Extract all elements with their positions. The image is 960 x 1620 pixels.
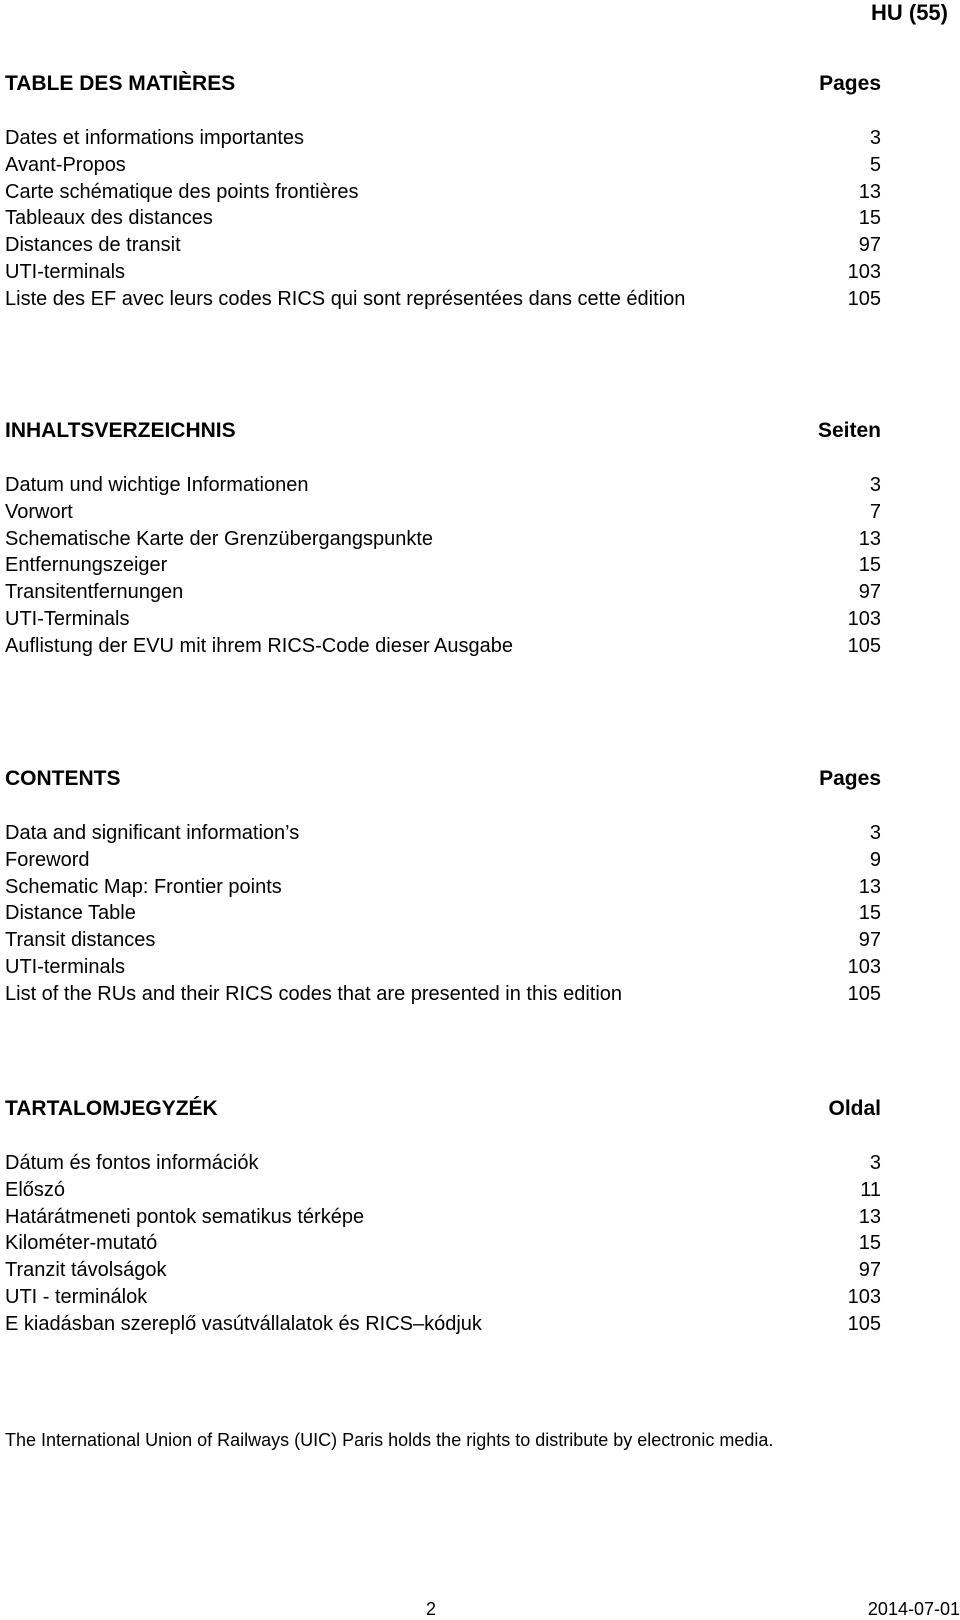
toc-section-english [5,766,881,1008]
entry-page: 15 [858,902,881,925]
toc-entry [5,552,881,579]
rights-notice: The International Union of Railways (UIC) Paris holds the rights to distribute by electronic media. [5,1430,774,1450]
toc-title: TABLE DES MATIÈRES [5,72,236,95]
entry-page: 97 [858,929,881,952]
toc-entry [5,259,881,286]
entry-title: Distances de transit [5,234,181,257]
entry-page: 11 [860,1178,881,1201]
toc-entry [5,286,881,313]
entry-title: UTI - terminálok [5,1285,148,1308]
entry-page: 97 [858,1259,881,1282]
entry-title: Kilométer-mutató [5,1232,158,1255]
entry-title: Előszó [5,1178,66,1201]
entry-page: 13 [858,527,881,550]
entry-title: List of the RUs and their RICS codes that are presented in this edition [5,982,623,1005]
toc-entries [5,472,881,660]
toc-title: INHALTSVERZEICHNIS [5,419,236,442]
toc-section-hungarian [5,1096,881,1338]
toc-title: TARTALOMJEGYZÉK [5,1097,218,1120]
entry-title: Data and significant information’s [5,822,300,844]
toc-entry [5,1311,881,1338]
toc-header [5,766,881,792]
entry-page: 105 [847,634,881,657]
toc-header [5,71,881,97]
entry-page: 97 [858,581,881,604]
entry-title: Tranzit távolságok [5,1259,167,1282]
footer-page-number: 2 [426,1599,437,1619]
entry-title: Datum und wichtige Informationen [5,474,309,496]
toc-entry [5,633,881,660]
page-code: HU (55) [870,0,948,25]
toc-entries [5,125,881,313]
toc-section-french [5,71,881,313]
entry-page: 103 [847,1285,881,1308]
entry-title: Transitentfernungen [5,581,184,604]
entry-title: Dátum és fontos információk [5,1152,259,1174]
entry-title: Liste des EF avec leurs codes RICS qui sont représentées dans cette édition [5,287,686,310]
entry-title: Transit distances [5,929,156,952]
entry-title: Entfernungszeiger [5,554,168,577]
entry-page: 13 [858,180,881,203]
entry-page: 13 [858,1205,881,1228]
pages-column-label: Pages [819,767,881,790]
entry-page: 15 [858,1232,881,1255]
pages-column-label: Seiten [817,419,881,442]
toc-entry [5,205,881,232]
toc-section-german [5,418,881,660]
toc-entry [5,1230,881,1257]
entry-page: 103 [847,607,881,630]
entry-page: 97 [858,234,881,257]
entry-title: Dates et informations importantes [5,127,305,149]
toc-entry [5,579,881,606]
entry-page: 15 [858,554,881,577]
entry-title: Vorwort [5,500,73,523]
toc-title: CONTENTS [5,767,121,790]
toc-entry [5,1177,881,1204]
entry-page: 5 [869,153,881,176]
toc-entry [5,1284,881,1311]
pages-column-label: Pages [819,72,881,95]
entry-page: 3 [869,474,881,496]
toc-entry [5,874,881,901]
toc-entry [5,820,881,847]
toc-entry [5,179,881,206]
toc-entry [5,125,881,152]
toc-entry [5,152,881,179]
entry-title: UTI-Terminals [5,607,130,630]
toc-entries [5,1150,881,1338]
toc-entry [5,232,881,259]
toc-entry [5,900,881,927]
entry-page: 3 [869,1152,881,1174]
entry-page: 105 [847,287,881,310]
toc-entry [5,472,881,499]
entry-title: Distance Table [5,902,136,925]
toc-entry [5,927,881,954]
entry-title: Schematic Map: Frontier points [5,875,282,898]
entry-title: Avant-Propos [5,153,126,176]
toc-header [5,1096,881,1122]
entry-title: E kiadásban szereplő vasútvállalatok és RICS–kódjuk [5,1312,482,1335]
entry-page: 3 [869,127,881,149]
entry-title: Foreword [5,848,90,871]
entry-title: Carte schématique des points frontières [5,180,359,203]
toc-entry [5,847,881,874]
toc-entries [5,820,881,1008]
entry-page: 7 [869,500,881,523]
entry-title: Schematische Karte der Grenzübergangspunkte [5,527,434,550]
toc-entry [5,954,881,981]
pages-column-label: Oldal [828,1097,881,1120]
toc-header [5,418,881,444]
entry-title: Auflistung der EVU mit ihrem RICS-Code dieser Ausgabe [5,634,514,657]
entry-title: UTI-terminals [5,260,126,283]
entry-page: 103 [847,955,881,978]
entry-page: 105 [847,982,881,1005]
entry-page: 15 [858,207,881,230]
entry-page: 9 [869,848,881,871]
toc-entry [5,499,881,526]
toc-entry [5,1257,881,1284]
toc-entry [5,1150,881,1177]
toc-entry [5,526,881,553]
entry-page: 3 [869,822,881,844]
footer-date: 2014-07-01 [867,1599,960,1619]
entry-title: Tableaux des distances [5,207,213,230]
entry-title: UTI-terminals [5,955,126,978]
toc-entry [5,606,881,633]
entry-page: 105 [847,1312,881,1335]
entry-title: Határátmeneti pontok sematikus térképe [5,1205,365,1228]
toc-entry [5,981,881,1008]
entry-page: 13 [858,875,881,898]
toc-entry [5,1204,881,1231]
entry-page: 103 [847,260,881,283]
